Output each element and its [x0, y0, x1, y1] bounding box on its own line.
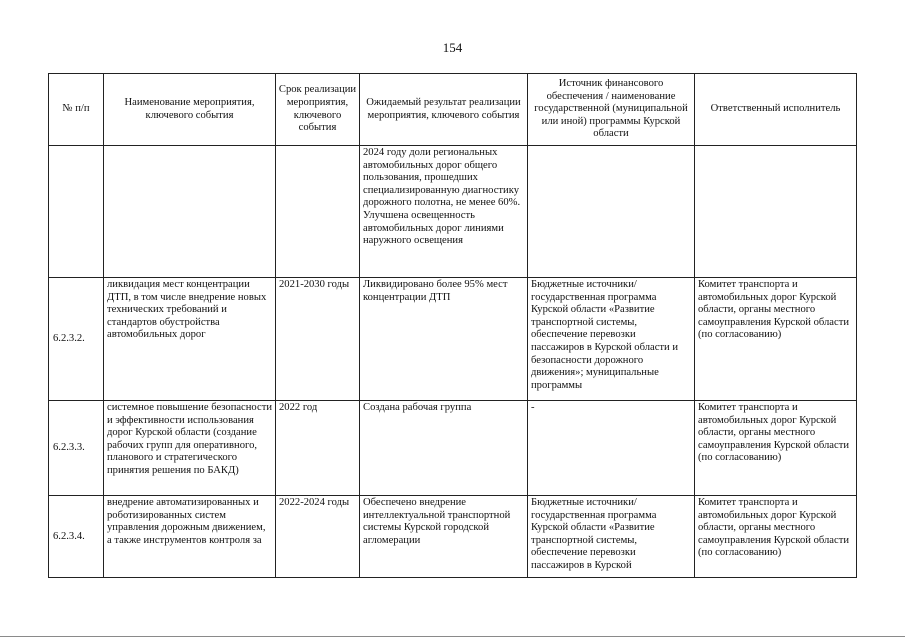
cell-executor: Комитет транспорта и автомобильных дорог Курской области, органы местного самоуправления Курской области (по согласованию) — [695, 496, 857, 578]
cell-name: системное повышение безопасности и эффективности использования дорог Курской области (создание рабочих групп для оперативного, планового и стратегического принятия решения по БАКД) — [104, 401, 276, 496]
page-number: 154 — [442, 40, 463, 55]
header-executor: Ответственный исполнитель — [695, 74, 857, 146]
cell-source: Бюджетные источники/ государственная программа Курской области «Развитие транспортной системы, обеспечение перевозки пассажиров в Курской — [528, 496, 695, 578]
scan-edge-line — [0, 636, 905, 637]
header-number: № п/п — [49, 74, 104, 146]
cell-executor: Комитет транспорта и автомобильных дорог Курской области, органы местного самоуправления Курской области (по согласованию) — [695, 278, 857, 401]
cell-result: 2024 году доли региональных автомобильных дорог общего пользования, прошедших специализированную диагностику дорожного полотна, не менее 60%. Улучшена освещенность автомобильных дорог линиями наружного освещения — [360, 146, 528, 278]
cell-result: Создана рабочая группа — [360, 401, 528, 496]
table-row — [49, 496, 857, 578]
header-term: Срок реализации мероприятия, ключевого события — [276, 74, 360, 146]
cell-number: 6.2.3.2. — [49, 278, 104, 401]
table-row — [49, 278, 857, 401]
cell-term: 2022 год — [276, 401, 360, 496]
header-result: Ожидаемый результат реализации мероприятия, ключевого события — [360, 74, 528, 146]
cell-number: 6.2.3.3. — [49, 401, 104, 496]
header-name: Наименование мероприятия, ключевого события — [104, 74, 276, 146]
cell-result: Ликвидировано более 95% мест концентрации ДТП — [360, 278, 528, 401]
cell-number: 6.2.3.4. — [49, 496, 104, 578]
cell-source: Бюджетные источники/ государственная программа Курской области «Развитие транспортной системы, обеспечение перевозки пассажиров в Курской области и безопасности дорожного движения»; муниципальные программы — [528, 278, 695, 401]
header-source: Источник финансового обеспечения / наименование государственной (муниципальной или иной) программы Курской области — [528, 74, 695, 146]
cell-name: ликвидация мест концентрации ДТП, в том числе внедрение новых технических требований и стандартов обустройства автомобильных дорог — [104, 278, 276, 401]
cell-executor — [695, 146, 857, 278]
cell-executor: Комитет транспорта и автомобильных дорог Курской области, органы местного самоуправления Курской области (по согласованию) — [695, 401, 857, 496]
cell-term: 2021-2030 годы — [276, 278, 360, 401]
cell-result: Обеспечено внедрение интеллектуальной транспортной системы Курской городской агломерации — [360, 496, 528, 578]
cell-term — [276, 146, 360, 278]
cell-source — [528, 146, 695, 278]
table-row — [49, 401, 857, 496]
cell-number — [49, 146, 104, 278]
cell-name — [104, 146, 276, 278]
cell-name: внедрение автоматизированных и роботизированных систем управления дорожным движением, а также инструментов контроля за — [104, 496, 276, 578]
table-row — [49, 146, 857, 278]
measures-table — [48, 73, 857, 578]
table-header-row — [49, 74, 857, 146]
cell-term: 2022-2024 годы — [276, 496, 360, 578]
cell-source: - — [528, 401, 695, 496]
